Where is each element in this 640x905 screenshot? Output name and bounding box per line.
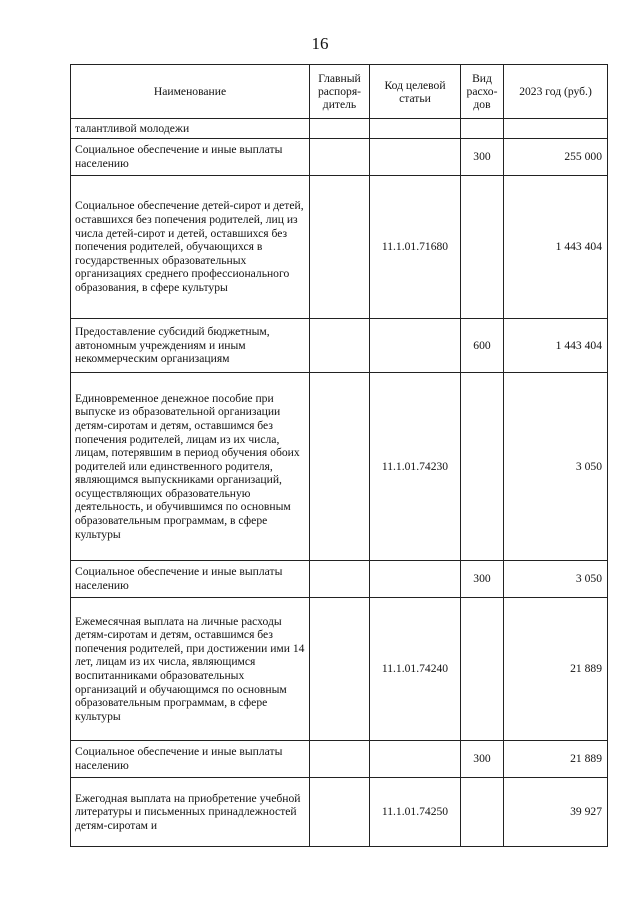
page-number: 16 — [311, 34, 329, 53]
cell-name: Социальное обеспечение и иные выплаты населению — [71, 139, 310, 176]
cell-code — [370, 119, 461, 139]
cell-code: 11.1.01.74240 — [370, 598, 461, 741]
cell-amount: 3 050 — [504, 561, 608, 598]
header-row — [71, 65, 608, 119]
cell-name: Социальное обеспечение и иные выплаты населению — [71, 561, 310, 598]
table-row — [71, 778, 608, 847]
table-row — [71, 176, 608, 319]
header-amount: 2023 год (руб.) — [504, 65, 608, 119]
cell-name: Социальное обеспечение детей-сирот и детей, оставшихся без попечения родителей, лиц из числа детей-сирот и детей, оставшихся без попечения родителей, обучающихся в государственных образовательных организациях среднего профессионального образования, в сфере культуры — [71, 176, 310, 319]
cell-manager — [310, 778, 370, 847]
cell-amount: 1 443 404 — [504, 319, 608, 373]
cell-code — [370, 741, 461, 778]
cell-manager — [310, 139, 370, 176]
cell-manager — [310, 598, 370, 741]
cell-type — [461, 778, 504, 847]
header-manager: Главный распоря-дитель — [310, 65, 370, 119]
cell-manager — [310, 373, 370, 561]
cell-amount: 21 889 — [504, 741, 608, 778]
cell-manager — [310, 119, 370, 139]
cell-name: талантливой молодежи — [71, 119, 310, 139]
header-name: Наименование — [71, 65, 310, 119]
cell-amount: 3 050 — [504, 373, 608, 561]
cell-name: Ежемесячная выплата на личные расходы детям-сиротам и детям, оставшимся без попечения родителей, при достижении ими 14 лет, лицам из их числа, являющимся воспитанниками образовательных организаций и обучающимся по основным образовательным программам, в сфере культуры — [71, 598, 310, 741]
cell-name: Единовременное денежное пособие при выпуске из образовательной организации детям-сиротам и детям, оставшимся без попечения родителей, лицам из их числа, лицам, потерявшим в период обучения обоих родителей или единственного родителя, являющимся выпускниками организаций, осуществляющих образовательную деятельность, и обучившимся по основным образовательным программам, в сфере культуры — [71, 373, 310, 561]
cell-name: Социальное обеспечение и иные выплаты населению — [71, 741, 310, 778]
cell-type: 600 — [461, 319, 504, 373]
header-type: Вид расхо-дов — [461, 65, 504, 119]
table-body — [71, 119, 608, 847]
cell-type: 300 — [461, 561, 504, 598]
cell-type — [461, 373, 504, 561]
cell-manager — [310, 319, 370, 373]
cell-code: 11.1.01.74230 — [370, 373, 461, 561]
table-row — [71, 119, 608, 139]
cell-name: Ежегодная выплата на приобретение учебной литературы и письменных принадлежностей детям-сиротам и — [71, 778, 310, 847]
table-row — [71, 598, 608, 741]
cell-code — [370, 319, 461, 373]
table-row — [71, 561, 608, 598]
table-row — [71, 373, 608, 561]
cell-code — [370, 561, 461, 598]
cell-type: 300 — [461, 139, 504, 176]
cell-type — [461, 598, 504, 741]
budget-table — [70, 64, 608, 847]
cell-manager — [310, 561, 370, 598]
cell-code: 11.1.01.71680 — [370, 176, 461, 319]
cell-code: 11.1.01.74250 — [370, 778, 461, 847]
cell-type — [461, 119, 504, 139]
table-row — [71, 741, 608, 778]
cell-code — [370, 139, 461, 176]
cell-amount — [504, 119, 608, 139]
cell-name: Предоставление субсидий бюджетным, автономным учреждениям и иным некоммерческим организациям — [71, 319, 310, 373]
table-row — [71, 319, 608, 373]
cell-type — [461, 176, 504, 319]
header-code: Код целевой статьи — [370, 65, 461, 119]
table-row — [71, 139, 608, 176]
cell-manager — [310, 176, 370, 319]
cell-amount: 255 000 — [504, 139, 608, 176]
cell-amount: 21 889 — [504, 598, 608, 741]
cell-manager — [310, 741, 370, 778]
cell-amount: 39 927 — [504, 778, 608, 847]
cell-amount: 1 443 404 — [504, 176, 608, 319]
cell-type: 300 — [461, 741, 504, 778]
